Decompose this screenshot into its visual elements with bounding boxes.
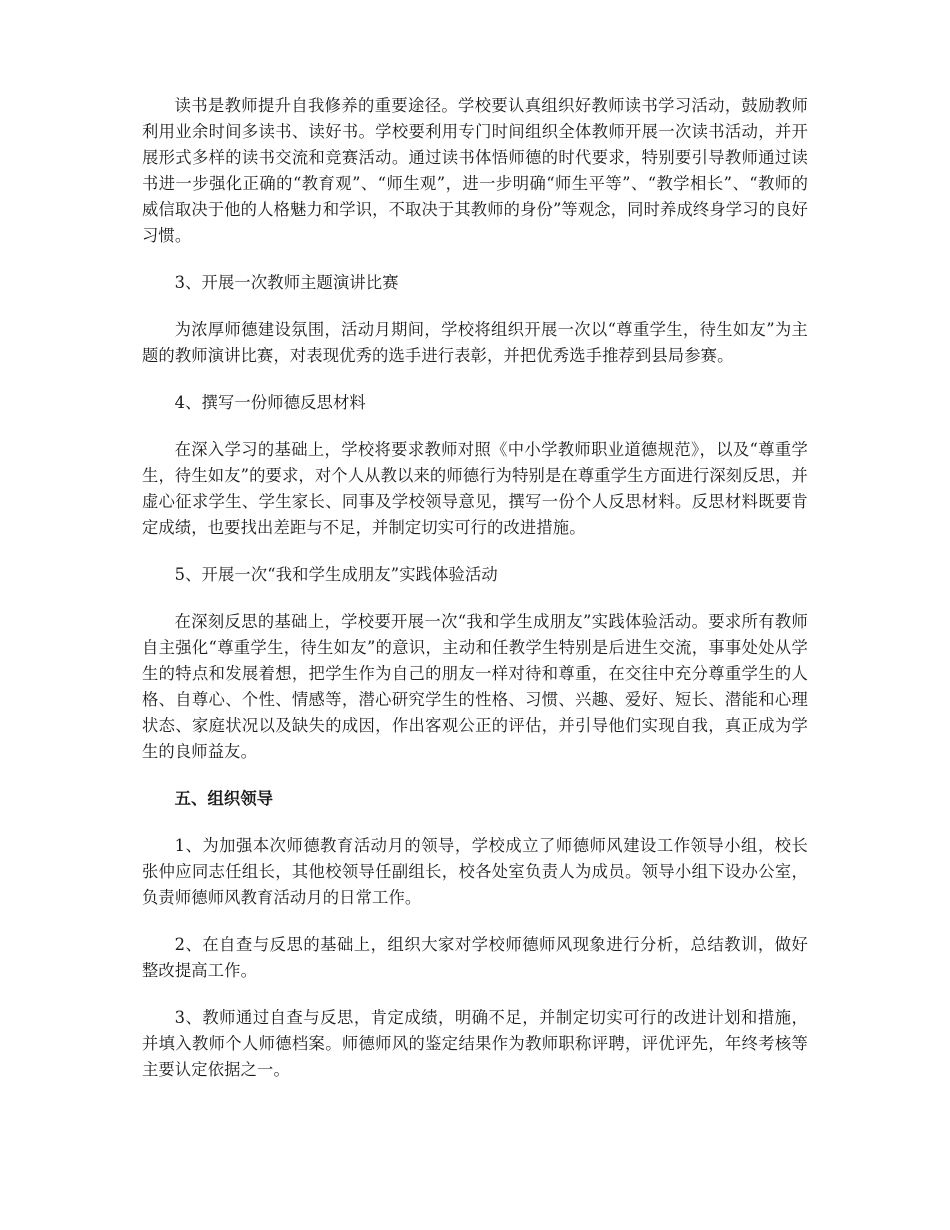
paragraph-speech-contest: 为浓厚师德建设氛围，活动月期间，学校将组织开展一次以“尊重学生，待生如友”为主题的教师演讲比赛，对表现优秀的选手进行表彰，并把优秀选手推荐到县局参赛。 [142,320,808,365]
paragraph-leadership-1: 1、为加强本次师德教育活动月的领导，学校成立了师德师风建设工作领导小组，校长张仲应同志任组长，其他校领导任副组长，校各处室负责人为成员。领导小组下设办公室，负责师德师风教育活动月的日常工作。 [142,836,808,907]
paragraph-leadership-2: 2、在自查与反思的基础上，组织大家对学校师德师风现象进行分析，总结教训，做好整改提高工作。 [142,935,808,980]
heading-friends-activity: 5、开展一次“我和学生成朋友”实践体验活动 [174,565,498,584]
paragraph-friends-activity: 在深刻反思的基础上，学校要开展一次“我和学生成朋友”实践体验活动。要求所有教师自主强化“尊重学生，待生如友”的意识，主动和任教学生特别是后进生交流，事事处处从学生的特点和发展着想，把学生作为自己的朋友一样对待和尊重，在交往中充分尊重学生的人格、自尊心、个性、情感等，潜心研究学生的性格、习惯、兴趣、爱好、短长、潜能和心理状态、家庭状况以及缺失的成因，作出客观公正的评估，并引导他们实现自我，真正成为学生的良师益友。 [142,612,808,761]
paragraph-reading: 读书是教师提升自我修养的重要途径。学校要认真组织好教师读书学习活动，鼓励教师利用业余时间多读书、读好书。学校要利用专门时间组织全体教师开展一次读书活动，并开展形式多样的读书交流和竞赛活动。通过读书体悟师德的时代要求，特别要引导教师通过读书进一步强化正确的“教育观”、“师生观”，进一步明确“师生平等”、“教学相长”、“教师的威信取决于他的人格魅力和学识，不取决于其教师的身份”等观念，同时养成终身学习的良好习惯。 [142,96,808,245]
heading-speech-contest: 3、开展一次教师主题演讲比赛 [174,273,399,292]
paragraph-reflection-material: 在深入学习的基础上，学校将要求教师对照《中小学教师职业道德规范》，以及“尊重学生，待生如友”的要求，对个人从教以来的师德行为特别是在尊重学生方面进行深刻反思，并虚心征求学生、学生家长、同事及学校领导意见，撰写一份个人反思材料。反思材料既要肯定成绩，也要找出差距与不足，并制定切实可行的改进措施。 [142,440,808,537]
paragraph-leadership-3: 3、教师通过自查与反思，肯定成绩，明确不足，并制定切实可行的改进计划和措施，并填入教师个人师德档案。师德师风的鉴定结果作为教师职称评聘，评优评先，年终考核等主要认定依据之一。 [142,1008,808,1079]
document-page [142,93,808,1104]
heading-reflection-material: 4、撰写一份师德反思材料 [174,393,366,412]
section-title-organization: 五、组织领导 [174,789,274,808]
